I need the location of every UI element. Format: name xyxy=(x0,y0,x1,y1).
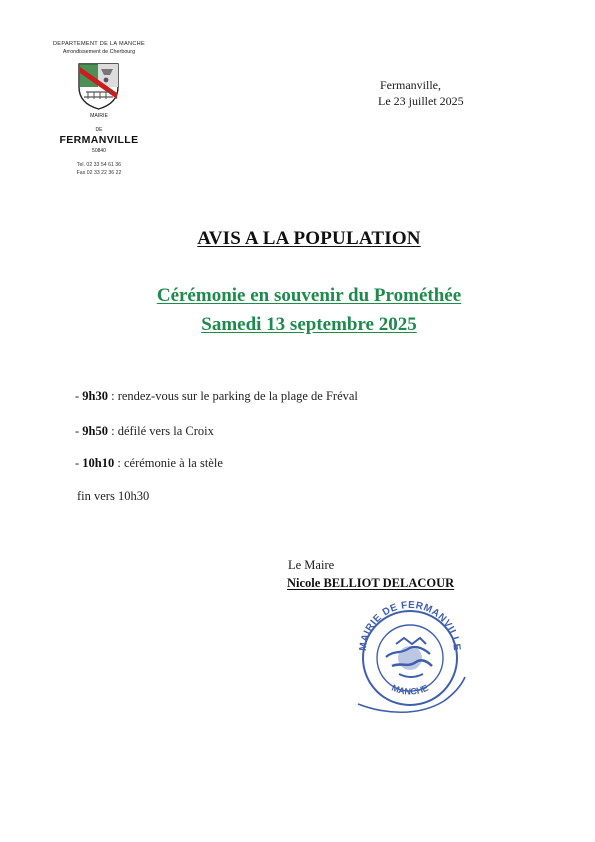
postal-code: 50840 xyxy=(92,148,106,154)
arrondissement-label: Arrondissement de Cherbourg xyxy=(62,49,136,55)
date-label: Le 23 juillet 2025 xyxy=(378,94,464,108)
stamp-top-text: MAIRIE DE FERMANVILLE xyxy=(357,600,463,652)
end-note: fin vers 10h30 xyxy=(77,489,150,503)
svg-text:MANCHE xyxy=(390,683,430,697)
schedule-item xyxy=(75,456,223,471)
de-label: DE xyxy=(95,127,103,133)
schedule-prefix: - xyxy=(75,456,83,470)
schedule-text: : défilé vers la Croix xyxy=(108,424,214,438)
schedule-text: : cérémonie à la stèle xyxy=(114,456,223,470)
page-title: AVIS A LA POPULATION xyxy=(197,228,421,249)
mairie-label: MAIRIE xyxy=(90,113,108,119)
stamp-bottom-text: MANCHE xyxy=(390,682,430,697)
official-seal-icon xyxy=(352,600,468,724)
ceremony-date: Samedi 13 septembre 2025 xyxy=(201,314,417,335)
schedule-item xyxy=(75,424,214,439)
svg-text:MAIRIE DE FERMANVILLE xyxy=(358,600,462,651)
schedule-prefix: - xyxy=(75,389,83,403)
coat-of-arms-icon xyxy=(76,61,121,111)
schedule-time: 9h30 xyxy=(82,389,108,403)
schedule-time: 10h10 xyxy=(82,456,115,470)
mayor-name: Nicole BELLIOT DELACOUR xyxy=(287,576,455,590)
schedule-prefix: - xyxy=(75,424,83,438)
phone-number: Tel. 02 33 54 61 36 xyxy=(76,162,122,168)
department-label: DEPARTEMENT DE LA MANCHE xyxy=(52,41,146,47)
place-label: Fermanville, xyxy=(380,78,441,92)
schedule-time: 9h50 xyxy=(82,424,108,438)
fax-number: Fax 02 33 22 36 22 xyxy=(76,170,122,176)
signature-role: Le Maire xyxy=(288,558,335,572)
schedule-item xyxy=(75,389,358,404)
ceremony-subtitle: Cérémonie en souvenir du Prométhée xyxy=(156,285,462,306)
schedule-text: : rendez-vous sur le parking de la plage de Fréval xyxy=(108,389,358,403)
town-name: FERMANVILLE xyxy=(59,134,139,146)
